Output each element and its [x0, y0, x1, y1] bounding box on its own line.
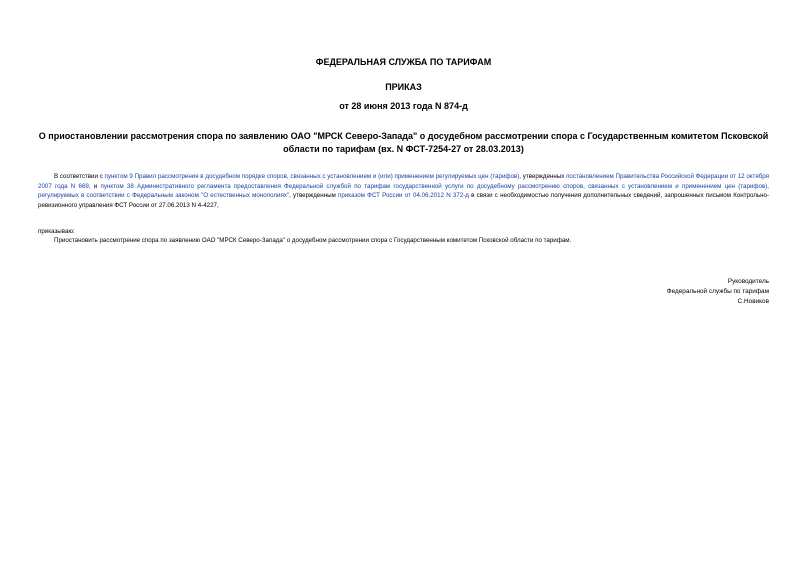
main-text-1: В соответствии с — [54, 173, 105, 180]
signature-organization: Федеральной службы по тарифам — [666, 288, 769, 295]
order-clause: Приостановить рассмотрение спора по заявлению ОАО "МРСК Северо-Запада" о досудебном рассмотрении спора с Государственным комитетом Псковской области по тарифам. — [54, 237, 572, 244]
order-word: приказываю: — [38, 228, 75, 235]
document-date-number: от 28 июня 2013 года N 874-д — [339, 101, 468, 111]
signature-name: С.Новиков — [737, 298, 769, 305]
link-government-decree[interactable]: постановлением Правительства Российской Федерации от 12 октября 2007 года N 669 — [38, 173, 769, 190]
document-type: ПРИКАЗ — [385, 82, 422, 92]
link-regulation-point-38[interactable]: пунктом 38 Административного регламента предоставления Федеральной службой по тарифам государственной услуги по досудебному рассмотрению споров, связанных с установлением и применением цен (тарифов), регулируемых в соответствии с Федеральным законом "О естественных монополиях" — [38, 182, 769, 200]
agency-name: ФЕДЕРАЛЬНАЯ СЛУЖБА ПО ТАРИФАМ — [315, 57, 492, 67]
main-text-4: , утвержденным — [289, 192, 338, 200]
main-text-2: , утвержденных — [519, 173, 567, 180]
link-fst-order[interactable]: приказом ФСТ России от 04.06.2012 N 372-д — [338, 192, 469, 200]
main-paragraph — [38, 172, 769, 210]
signature-position: Руководитель — [727, 278, 769, 285]
main-text-5: в связи с необходимостью получения дополнительных сведений, запрошенных письмом Контрольно-ревизионного управления ФСТ России от 27.06.2013 N 4-4227, — [38, 192, 770, 209]
main-text-3: , и — [88, 182, 101, 190]
document-subject: О приостановлении рассмотрения спора по заявлению ОАО "МРСК Северо-Запада" о досудебном рассмотрении спора с Государственным комитетом Псковской области по тарифам (вх. N ФСТ-7254-27 от 28.03.2013) — [38, 131, 769, 154]
link-rules-point-9[interactable]: пунктом 9 Правил рассмотрения в досудебном порядке споров, связанных с установлением и (или) применением регулируемых цен (тарифов) — [104, 173, 520, 180]
